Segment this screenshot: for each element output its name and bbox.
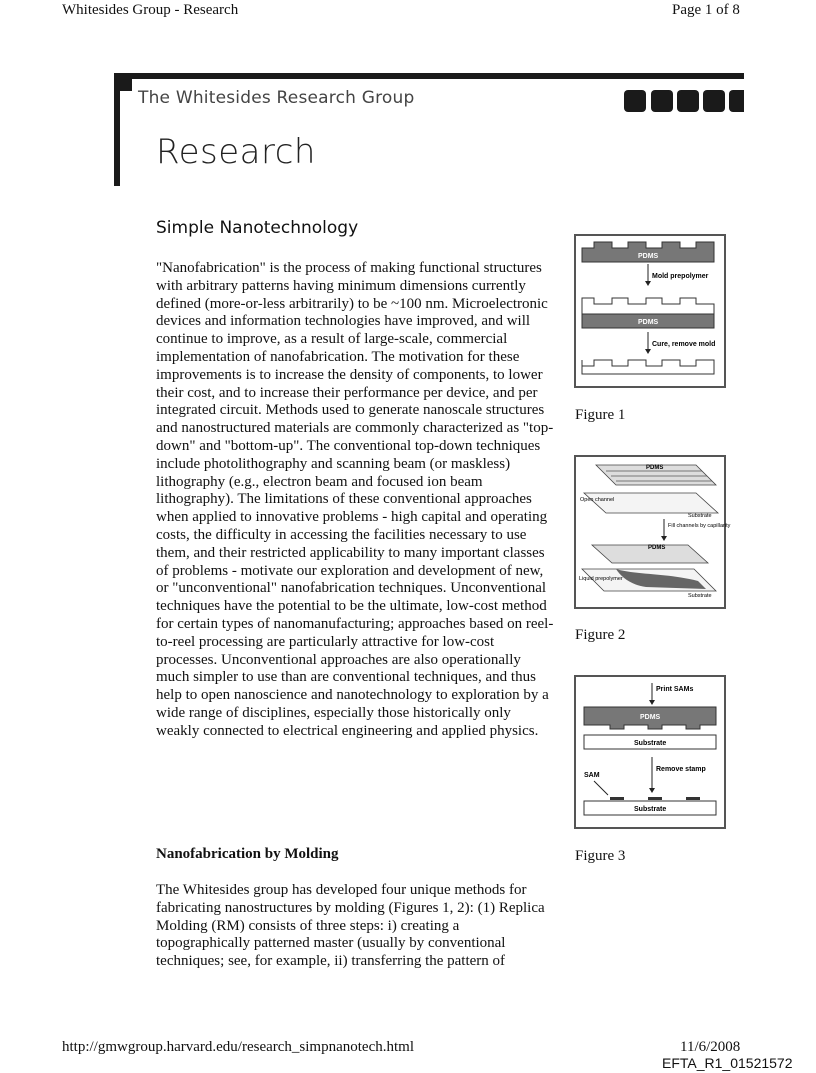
fig3-print-sams: Print SAMs (656, 686, 694, 693)
fig3-substrate-bottom: Substrate (634, 806, 667, 813)
fig1-pdms-mid: PDMS (638, 319, 659, 326)
fig3-pdms: PDMS (640, 714, 661, 721)
fig2-fill-channels: Fill channels by capillarity (668, 523, 731, 529)
page-heading: Research (156, 132, 316, 172)
fig1-step-cure: Cure, remove mold (652, 341, 716, 348)
fig2-pdms-bottom: PDMS (648, 545, 666, 551)
banner-top-rule (114, 73, 744, 79)
fig3-remove-stamp: Remove stamp (656, 766, 706, 773)
fig2-open-channel: Open channel (580, 497, 615, 503)
figure-2-caption: Figure 2 (575, 627, 626, 643)
fig2-pdms-top: PDMS (646, 465, 664, 471)
group-name: The Whitesides Research Group (138, 88, 415, 108)
print-header-page-number: Page 1 of 8 (672, 2, 740, 18)
footer-url[interactable]: http://gmwgroup.harvard.edu/research_simpnanotech.html (62, 1039, 414, 1055)
molding-paragraph: The Whitesides group has developed four unique methods for fabricating nanostructures by molding (Figures 1, 2): (1) Replica Molding (RM) consists of three steps: i) creating a topographically patterned master (usually by conventional techniques; see, for example, ii) transferring the pattern of (156, 882, 545, 970)
nav-square-3[interactable] (677, 90, 699, 112)
figure-3 (574, 675, 726, 829)
fig2-substrate-top: Substrate (688, 513, 712, 519)
fig2-substrate-bottom: Substrate (688, 593, 712, 599)
subsection-title: Nanofabrication by Molding (156, 846, 339, 862)
footer-doc-id: EFTA_R1_01521572 (662, 1055, 793, 1071)
figure-1 (574, 234, 726, 388)
nav-square-1[interactable] (624, 90, 646, 112)
intro-paragraph: "Nanofabrication" is the process of making functional structures with arbitrary patterns having minimum dimensions currently defined (more-or-less arbitrarily) to be ~100 nm. Microelectronic devices and information technologies have improved, and will continue to improve, as a result of large-scale, commercial implementation of nanofabrication. The motivation for these improvements is to increase the density of components, to lower their cost, and to increase their performance per device, and per integrated circuit. Methods used to generate nanoscale structures and nanostructured materials are commonly characterized as "top-down" and "bottom-up". The conventional top-down techniques include photolithography and scanning beam (or maskless) lithography (e.g., electron beam and focused ion beam lithography). The limitations of these conventional approaches when applied to innovative problems - high capital and operating costs, the difficulty in accessing the facilities necessary to use them, and their restricted applicability to many important classes of problems - motivate our exploration and development of new, or "unconventional" nanofabrication techniques. Unconventional techniques have the potential to be the ultimate, low-cost method for certain types of nanomanufacturing; approaches based on reel-to-reel processing are particularly attractive for low-cost processes. Unconventional approaches are also operationally much simpler to use than are conventional techniques, and thus help to open nanoscience and nanotechnology to exploration by a wide range of disciplines, especially those historically only weakly connected to electrical engineering and applied physics. (156, 260, 554, 739)
footer-date: 11/6/2008 (680, 1039, 741, 1055)
fig1-pdms-top: PDMS (638, 253, 659, 260)
nav-square-5[interactable] (729, 90, 744, 112)
print-header-title: Whitesides Group - Research (62, 2, 239, 18)
fig1-step-mold: Mold prepolymer (652, 273, 709, 280)
figure-2 (574, 455, 731, 609)
figure-3-caption: Figure 3 (575, 848, 626, 864)
figure-1-caption: Figure 1 (575, 407, 626, 423)
fig2-liquid-prepolymer: Liquid prepolymer (579, 576, 623, 582)
section-title: Simple Nanotechnology (156, 218, 359, 238)
fig3-sam: SAM (584, 772, 600, 779)
nav-square-4[interactable] (703, 90, 725, 112)
nav-square-2[interactable] (651, 90, 673, 112)
fig3-substrate-top: Substrate (634, 740, 667, 747)
